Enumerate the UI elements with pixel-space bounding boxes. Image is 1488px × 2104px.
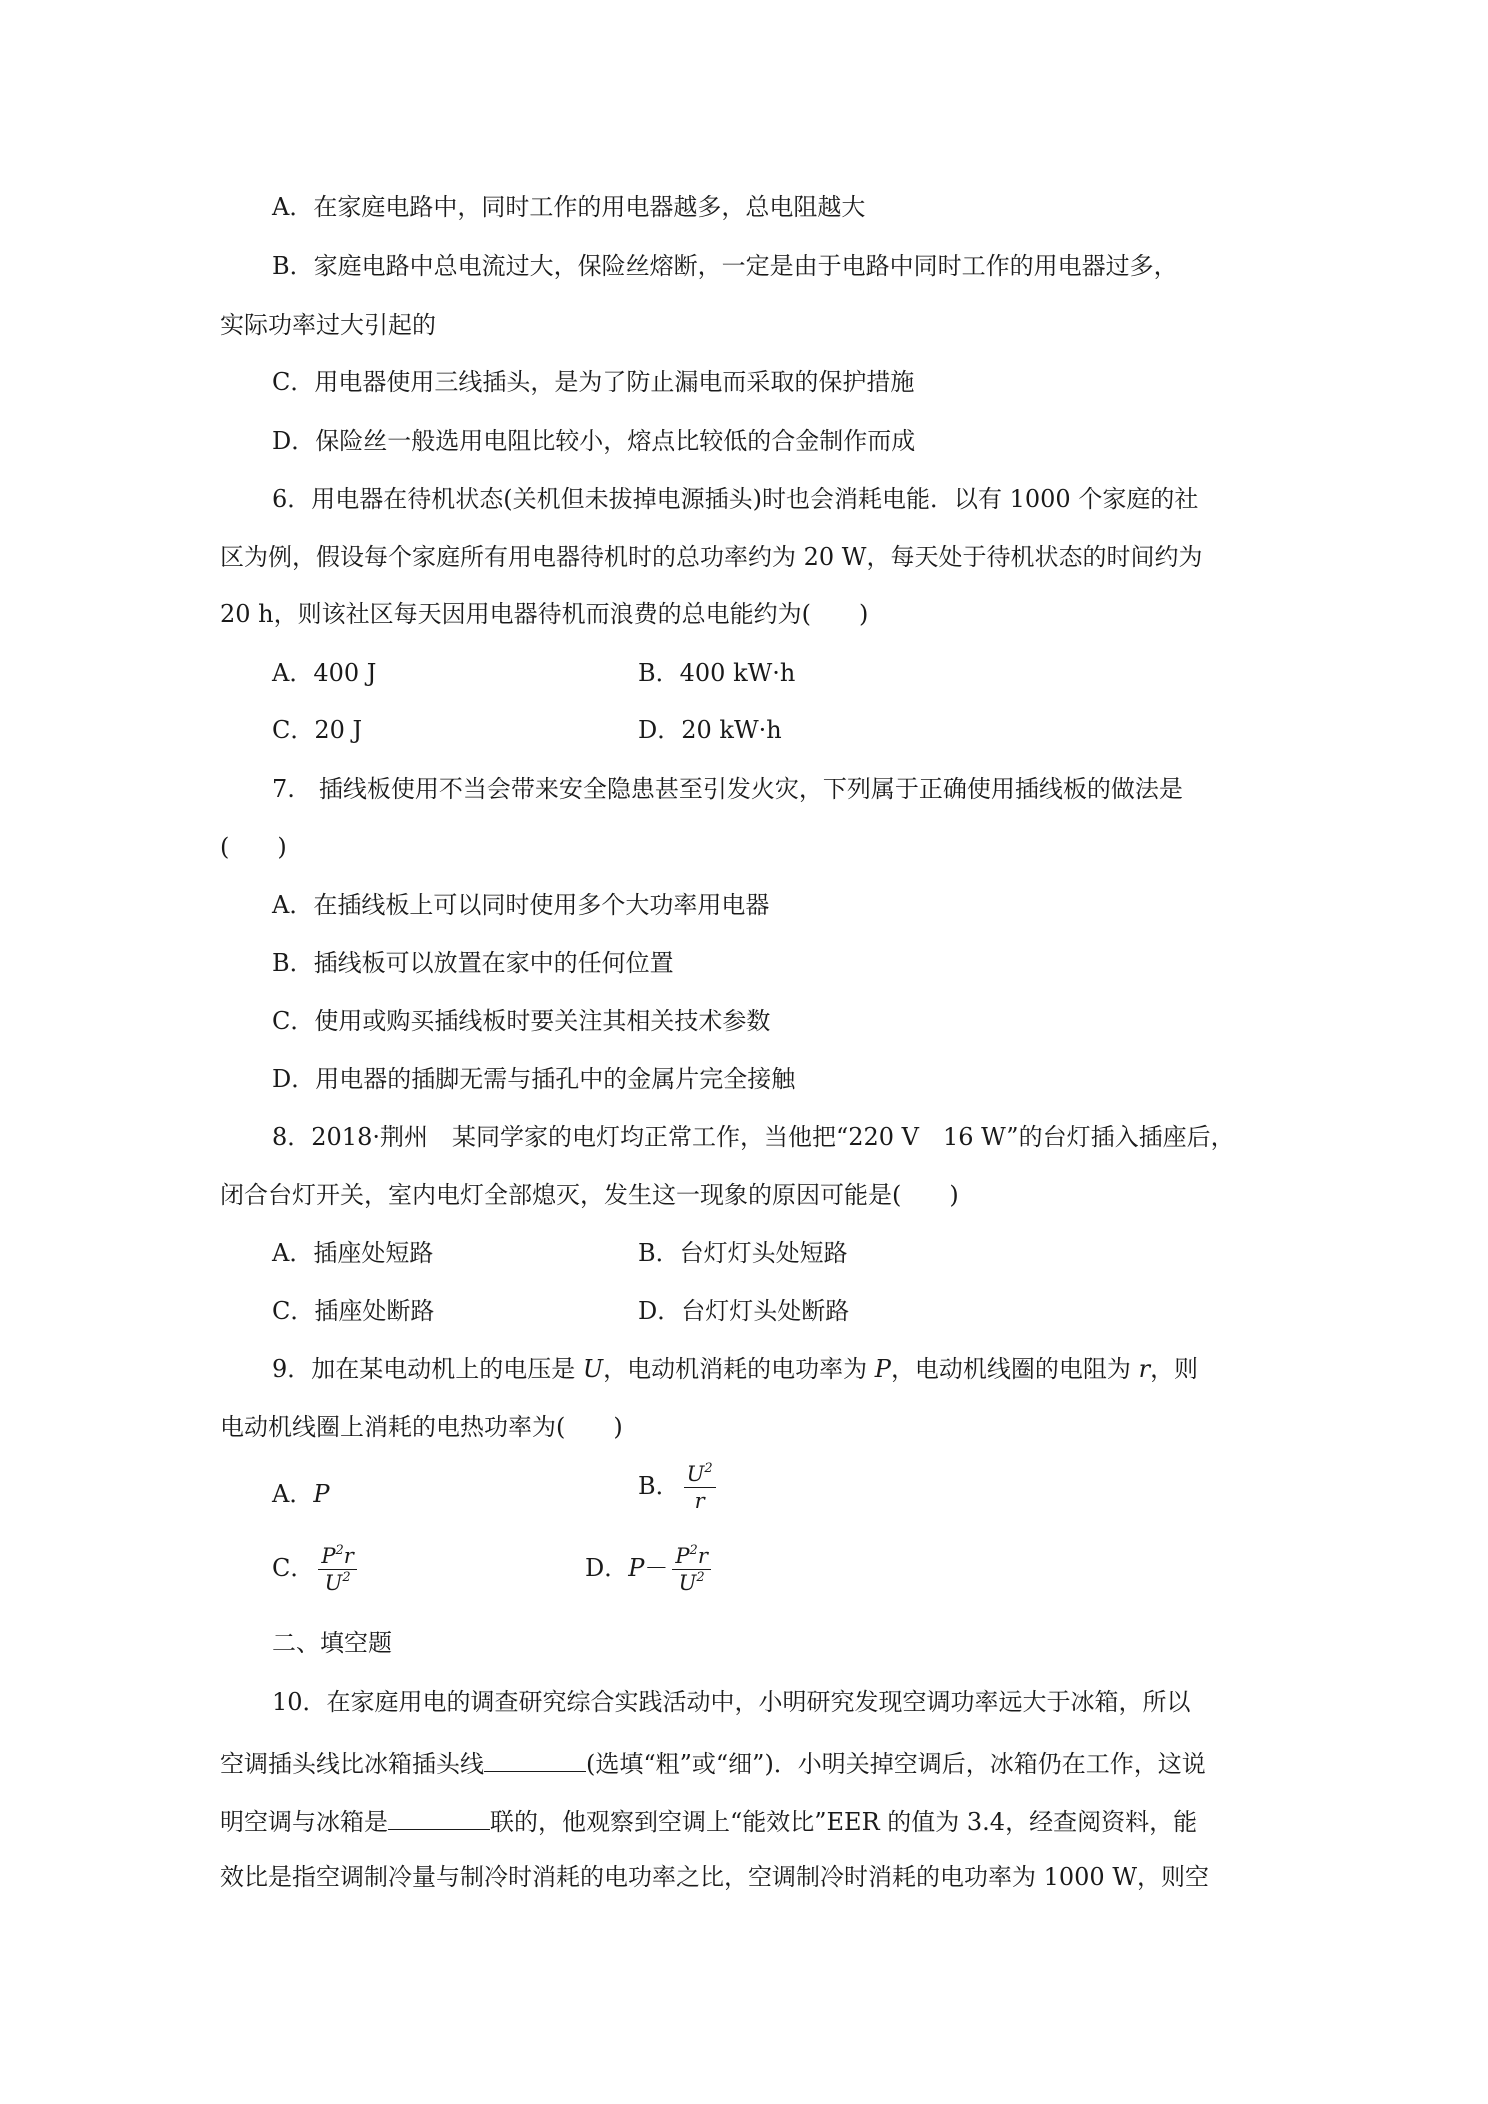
q9-text-a: 9．加在某电动机上的电压是 [272,1355,583,1383]
fraction-denominator: $U^2$ [678,1570,705,1595]
q9-option-b-fraction [684,1462,716,1513]
q10-stem-line2 [220,1745,1206,1780]
fraction-numerator: $U^2$ [684,1462,716,1488]
q8-option-d: D．台灯灯头处断路 [638,1297,850,1325]
q7-option-a: A．在插线板上可以同时使用多个大功率用电器 [272,891,770,919]
q5-option-b-line2: 实际功率过大引起的 [220,311,436,339]
q8-stem-line1: 8．2018·荆州 某同学家的电灯均正常工作，当他把“220 V 16 W”的台灯插入插座后， [272,1123,1235,1151]
q7-option-d: D．用电器的插脚无需与插孔中的金属片完全接触 [272,1065,796,1093]
q9-option-d-fraction [672,1544,710,1595]
q5-option-d: D．保险丝一般选用电阻比较小，熔点比较低的合金制作而成 [272,427,916,455]
q8-option-c: C．插座处断路 [272,1297,435,1325]
q10-stem-line1: 10．在家庭用电的调查研究综合实践活动中，小明研究发现空调功率远大于冰箱，所以 [272,1688,1191,1716]
q7-stem-line2: ( ) [220,833,287,861]
q9-var-p: P [874,1355,891,1383]
q9-option-c [272,1544,357,1595]
q10-text-c: 明空调与冰箱是 [220,1808,388,1836]
q9-option-a [272,1478,330,1510]
q9-option-d [585,1544,711,1595]
q10-text-a: 空调插头线比冰箱插头线 [220,1750,484,1778]
q10-stem-line3 [220,1803,1197,1838]
q9-option-b-label: B． [638,1472,680,1500]
q9-text-d: ，则 [1150,1355,1199,1383]
q9-option-c-label: C． [272,1554,315,1582]
q8-option-b: B．台灯灯头处短路 [638,1239,848,1267]
q9-option-c-fraction [318,1544,356,1595]
fraction-denominator: r [694,1489,705,1513]
q10-text-b: (选填“粗”或“细”)．小明关掉空调后，冰箱仍在工作，这说 [586,1750,1206,1778]
q6-stem-line2: 区为例，假设每个家庭所有用电器待机时的总功率约为 20 W，每天处于待机状态的时间约为 [220,543,1203,571]
fraction-numerator: $P^2r$ [672,1544,710,1570]
q9-var-r: r [1138,1355,1151,1383]
q5-option-b-line1: B．家庭电路中总电流过大，保险丝熔断，一定是由于电路中同时工作的用电器过多， [272,252,1178,280]
q9-stem-line2: 电动机线圈上消耗的电热功率为( ) [220,1413,623,1441]
minus-sign: － [644,1554,669,1582]
q9-option-a-var: P [313,1480,330,1508]
q7-option-b: B．插线板可以放置在家中的任何位置 [272,949,674,977]
q10-text-d: 联的，他观察到空调上“能效比”EER 的值为 3.4，经查阅资料，能 [490,1808,1198,1836]
q9-option-d-label: D． [585,1554,629,1582]
q6-option-b: B．400 kW·h [638,659,796,687]
answer-blank-1[interactable] [484,1745,586,1772]
q9-option-b [638,1462,716,1513]
q9-text-b: ，电动机消耗的电功率为 [603,1355,875,1383]
q9-option-a-label: A． [272,1480,314,1508]
q9-stem-line1 [272,1353,1198,1385]
q6-option-a: A．400 J [272,659,377,687]
q5-option-a: A．在家庭电路中，同时工作的用电器越多，总电阻越大 [272,193,866,221]
fraction-numerator: $P^2r$ [318,1544,356,1570]
q7-stem-line1: 7. 插线板使用不当会带来安全隐患甚至引发火灾，下列属于正确使用插线板的做法是 [272,775,1183,803]
q9-option-d-var: P [628,1554,645,1582]
q5-option-c: C．用电器使用三线插头，是为了防止漏电而采取的保护措施 [272,368,915,396]
q6-stem-line1: 6．用电器在待机状态(关机但未拔掉电源插头)时也会消耗电能．以有 1000 个家庭的社 [272,485,1199,513]
q7-option-c: C．使用或购买插线板时要关注其相关技术参数 [272,1007,771,1035]
q6-option-c: C．20 J [272,716,363,744]
section-heading-fill-in: 二、填空题 [272,1629,392,1657]
fraction-denominator: $U^2$ [324,1570,351,1595]
q8-option-a: A．插座处短路 [272,1239,434,1267]
q8-stem-line2: 闭合台灯开关，室内电灯全部熄灭，发生这一现象的原因可能是( ) [220,1181,959,1209]
q6-stem-line3: 20 h，则该社区每天因用电器待机而浪费的总电能约为( ) [220,600,869,628]
answer-blank-2[interactable] [388,1803,490,1830]
q9-var-u: U [582,1355,604,1383]
q6-option-d: D．20 kW·h [638,716,782,744]
q9-text-c: ，电动机线圈的电阻为 [890,1355,1139,1383]
q10-stem-line4: 效比是指空调制冷量与制冷时消耗的电功率之比，空调制冷时消耗的电功率为 1000 W，则空 [220,1863,1210,1891]
